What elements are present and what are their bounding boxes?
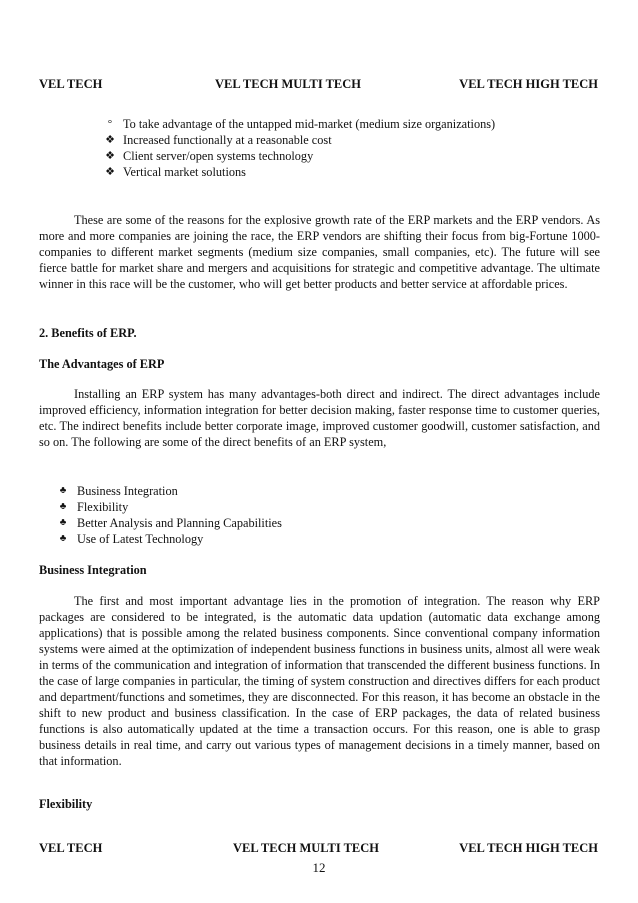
growth-paragraph: These are some of the reasons for the explosive growth rate of the ERP markets and the ERP vendors. As more and more companies are joining the race, the ERP vendors are shifting their focus from big-Fortune 1000-companies to different market segments (medium size companies, small companies, etc). The future will see fierce battle for market share and mergers and acquisitions for strategic and competitive advantage. The ultimate winner in this race will be the customer, who will get better products and better service at affordable prices. — [39, 213, 600, 291]
club-bullet-icon: ♣ — [59, 501, 67, 512]
section-title: 2. Benefits of ERP. — [39, 326, 137, 340]
list-item: ° To take advantage of the untapped mid-market (medium size organizations) — [39, 116, 600, 132]
page-number: 12 — [312, 860, 326, 875]
club-bullet-icon: ♣ — [59, 517, 67, 528]
header-left: VEL TECH — [39, 77, 103, 91]
club-bullet-icon: ♣ — [59, 485, 67, 496]
header-right: VEL TECH HIGH TECH — [459, 77, 598, 91]
club-bullet-icon: ♣ — [59, 533, 67, 544]
integration-paragraph: The first and most important advantage lies in the promotion of integration. The reason why ERP packages are considered to be integrated, is the automatic data updation (automatic data exchange among applications) that is possible among the related business components. Since conventional company information systems were aimed at the optimization of independent business functions in business units, almost all were weak in terms of the communication and integration of information that transcended the different business functions. In the case of large companies in particular, the timing of system construction and directives differs for each product and department/functions and sometimes, they are disconnected. For this reason, it has become an obstacle in the shift to new product and business classification. In the case of ERP packages, the data of related business functions is also automatically updated at the time a transaction occurs. For this reason, one is able to grasp business details in real time, and carry out various types of management decisions in a timely manner, based on that information. — [39, 594, 600, 768]
list-item: ❖ Client server/open systems technology — [39, 148, 600, 164]
header-middle: VEL TECH MULTI TECH — [215, 77, 362, 91]
subsection-title: The Advantages of ERP — [39, 357, 165, 371]
list-item: ♣ Better Analysis and Planning Capabilities — [39, 515, 600, 531]
circle-bullet-icon: ° — [107, 118, 113, 130]
list-item: ♣ Use of Latest Technology — [39, 531, 600, 547]
footer-right: VEL TECH HIGH TECH — [459, 841, 598, 855]
flexibility-title: Flexibility — [39, 797, 93, 811]
diamond-bullet-icon: ❖ — [105, 166, 115, 178]
benefits-list — [39, 483, 600, 547]
advantages-paragraph: Installing an ERP system has many advantages-both direct and indirect. The direct advantages include improved efficiency, information integration for better decision making, faster response time to customer queries, etc. The indirect benefits include better corporate image, improved customer goodwill, customer satisfaction, and so on. The following are some of the direct benefits of an ERP system, — [39, 387, 600, 449]
diamond-bullet-icon: ❖ — [105, 150, 115, 162]
list-item: ♣ Business Integration — [39, 483, 600, 499]
footer-left: VEL TECH — [39, 841, 103, 855]
list-item: ♣ Flexibility — [39, 499, 600, 515]
diamond-bullet-icon: ❖ — [105, 134, 115, 146]
list-item: ❖ Increased functionally at a reasonable cost — [39, 132, 600, 148]
business-integration-title: Business Integration — [39, 563, 147, 577]
reasons-list — [39, 116, 600, 180]
footer-middle: VEL TECH MULTI TECH — [233, 841, 380, 855]
list-item: ❖ Vertical market solutions — [39, 164, 600, 180]
